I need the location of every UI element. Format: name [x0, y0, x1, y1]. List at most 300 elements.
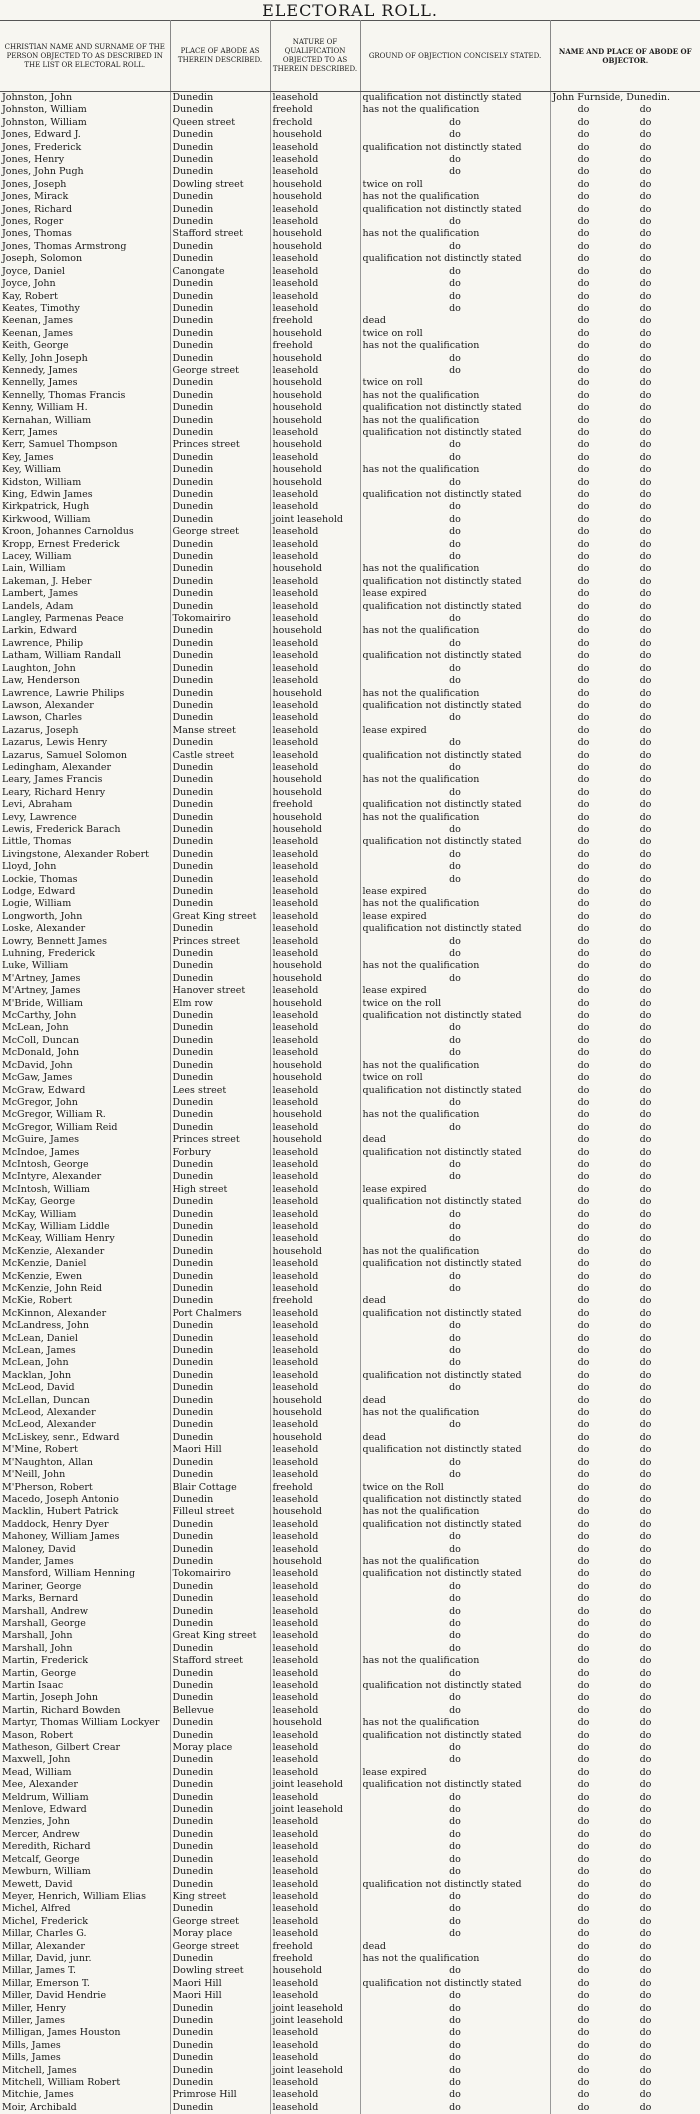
- cell-objector: [551, 750, 700, 762]
- cell-name: McLean, John: [0, 1357, 170, 1369]
- cell-ground: qualification not distinctly stated: [360, 1568, 550, 1580]
- cell-ground: do: [360, 1618, 550, 1630]
- objector-ditto: do: [615, 625, 677, 637]
- table-row: [0, 1072, 700, 1084]
- table-row: [0, 2089, 700, 2101]
- objector-ditto: do: [615, 104, 677, 116]
- cell-objector: [551, 1308, 700, 1320]
- objector-ditto: do: [615, 923, 677, 935]
- table-row: [0, 1085, 700, 1097]
- cell-objector: [551, 1345, 700, 1357]
- objector-ditto: do: [615, 1519, 677, 1531]
- cell-qualification: leasehold: [270, 1816, 360, 1828]
- objector-ditto: do: [615, 551, 677, 563]
- cell-place: Dunedin: [170, 2003, 270, 2015]
- cell-objector: [551, 911, 700, 923]
- cell-place: Dunedin: [170, 2102, 270, 2114]
- table-row: [0, 1754, 700, 1766]
- cell-name: Meldrum, William: [0, 1792, 170, 1804]
- cell-name: Lodge, Edward: [0, 886, 170, 898]
- cell-place: Dunedin: [170, 1953, 270, 1965]
- objector-ditto: do: [553, 1754, 615, 1766]
- cell-qualification: leasehold: [270, 1916, 360, 1928]
- objector-ditto: do: [615, 650, 677, 662]
- table-row: [0, 1680, 700, 1692]
- cell-objector: [551, 1395, 700, 1407]
- cell-qualification: leasehold: [270, 1184, 360, 1196]
- cell-name: Millar, James T.: [0, 1965, 170, 1977]
- cell-objector: [551, 2003, 700, 2015]
- cell-objector: [551, 1407, 700, 1419]
- cell-place: Dunedin: [170, 1209, 270, 1221]
- objector-ditto: do: [553, 1432, 615, 1444]
- objector-ditto: do: [553, 613, 615, 625]
- cell-ground: do: [360, 1581, 550, 1593]
- cell-qualification: leasehold: [270, 898, 360, 910]
- cell-place: Dunedin: [170, 836, 270, 848]
- cell-qualification: leasehold: [270, 1581, 360, 1593]
- cell-place: Dunedin: [170, 2052, 270, 2064]
- cell-qualification: leasehold: [270, 92, 360, 105]
- table-row: [0, 1295, 700, 1307]
- objector-ditto: do: [553, 650, 615, 662]
- cell-place: Dunedin: [170, 1357, 270, 1369]
- objector-ditto: do: [615, 1544, 677, 1556]
- cell-ground: lease expired: [360, 1767, 550, 1779]
- cell-objector: [551, 1618, 700, 1630]
- cell-qualification: leasehold: [270, 1320, 360, 1332]
- cell-qualification: leasehold: [270, 1271, 360, 1283]
- objector-ditto: do: [615, 1246, 677, 1258]
- header-place: PLACE OF ABODE AS THEREIN DESCRIBED.: [170, 21, 270, 92]
- cell-objector: [551, 1990, 700, 2002]
- cell-qualification: household: [270, 812, 360, 824]
- cell-objector: [551, 191, 700, 203]
- header-qualification: NATURE OF QUALIFICATION OBJECTED TO AS THEREIN DESCRIBED.: [270, 21, 360, 92]
- cell-place: Stafford street: [170, 228, 270, 240]
- cell-ground: has not the qualification: [360, 625, 550, 637]
- cell-place: Manse street: [170, 725, 270, 737]
- cell-objector: [551, 638, 700, 650]
- cell-place: Dunedin: [170, 774, 270, 786]
- table-row: [0, 452, 700, 464]
- cell-objector: [551, 2077, 700, 2089]
- cell-place: Princes street: [170, 1134, 270, 1146]
- cell-ground: do: [360, 1928, 550, 1940]
- objector-ditto: do: [553, 1469, 615, 1481]
- objector-ditto: do: [615, 824, 677, 836]
- cell-name: Key, James: [0, 452, 170, 464]
- objector-ditto: do: [615, 291, 677, 303]
- cell-place: Dunedin: [170, 1519, 270, 1531]
- table-row: [0, 1357, 700, 1369]
- cell-name: Jones, Thomas Armstrong: [0, 241, 170, 253]
- objector-ditto: do: [553, 1717, 615, 1729]
- cell-ground: do: [360, 365, 550, 377]
- objector-ditto: do: [615, 1295, 677, 1307]
- cell-name: Michel, Frederick: [0, 1916, 170, 1928]
- cell-qualification: leasehold: [270, 613, 360, 625]
- objector-ditto: do: [615, 1457, 677, 1469]
- cell-place: Dunedin: [170, 861, 270, 873]
- cell-qualification: leasehold: [270, 216, 360, 228]
- cell-qualification: leasehold: [270, 700, 360, 712]
- table-row: [0, 1444, 700, 1456]
- cell-ground: do: [360, 1382, 550, 1394]
- cell-place: Dunedin: [170, 501, 270, 513]
- table-row: [0, 936, 700, 948]
- cell-qualification: household: [270, 1134, 360, 1146]
- objector-ditto: do: [615, 278, 677, 290]
- cell-name: Lakeman, J. Heber: [0, 576, 170, 588]
- cell-place: Dunedin: [170, 539, 270, 551]
- objector-ditto: do: [615, 1060, 677, 1072]
- cell-name: McKay, George: [0, 1196, 170, 1208]
- cell-objector: [551, 241, 700, 253]
- cell-ground: do: [360, 2040, 550, 2052]
- objector-ditto: do: [615, 427, 677, 439]
- objector-ditto: do: [615, 849, 677, 861]
- objector-ditto: do: [615, 663, 677, 675]
- objector-ditto: do: [553, 1308, 615, 1320]
- cell-place: George street: [170, 1916, 270, 1928]
- cell-place: Dunedin: [170, 315, 270, 327]
- cell-name: Kidston, William: [0, 477, 170, 489]
- cell-objector: [551, 1804, 700, 1816]
- cell-name: Kennelly, Thomas Francis: [0, 390, 170, 402]
- cell-place: Dunedin: [170, 1494, 270, 1506]
- cell-place: Dunedin: [170, 1159, 270, 1171]
- cell-ground: twice on roll: [360, 377, 550, 389]
- cell-ground: do: [360, 1159, 550, 1171]
- cell-name: Lawson, Charles: [0, 712, 170, 724]
- cell-objector: [551, 2102, 700, 2114]
- cell-qualification: joint leasehold: [270, 1779, 360, 1791]
- cell-name: Laughton, John: [0, 663, 170, 675]
- cell-place: Dunedin: [170, 973, 270, 985]
- objector-ditto: do: [615, 1866, 677, 1878]
- cell-name: Martin, Frederick: [0, 1655, 170, 1667]
- cell-place: Maori Hill: [170, 1978, 270, 1990]
- objector-ditto: do: [553, 1370, 615, 1382]
- cell-ground: has not the qualification: [360, 1506, 550, 1518]
- cell-ground: do: [360, 501, 550, 513]
- cell-name: McLean, Daniel: [0, 1333, 170, 1345]
- cell-ground: do: [360, 1320, 550, 1332]
- cell-ground: do: [360, 1705, 550, 1717]
- objector-ditto: do: [615, 688, 677, 700]
- objector-ditto: do: [615, 1754, 677, 1766]
- objector-ditto: do: [615, 477, 677, 489]
- cell-ground: has not the qualification: [360, 1717, 550, 1729]
- objector-ditto: do: [553, 1767, 615, 1779]
- cell-name: Loske, Alexander: [0, 923, 170, 935]
- objector-ditto: do: [615, 1271, 677, 1283]
- cell-ground: has not the qualification: [360, 1655, 550, 1667]
- cell-objector: [551, 1072, 700, 1084]
- cell-name: Longworth, John: [0, 911, 170, 923]
- cell-place: Canongate: [170, 266, 270, 278]
- objector-ditto: do: [553, 1395, 615, 1407]
- cell-qualification: leasehold: [270, 1283, 360, 1295]
- objector-ditto: do: [553, 1320, 615, 1332]
- objector-ditto: do: [553, 1841, 615, 1853]
- cell-objector: [551, 2089, 700, 2101]
- cell-place: Dunedin: [170, 849, 270, 861]
- table-row: [0, 638, 700, 650]
- objector-ditto: do: [553, 2089, 615, 2101]
- cell-qualification: household: [270, 353, 360, 365]
- cell-ground: do: [360, 129, 550, 141]
- cell-name: Marshall, George: [0, 1618, 170, 1630]
- cell-name: Mitchie, James: [0, 2089, 170, 2101]
- cell-qualification: leasehold: [270, 1705, 360, 1717]
- cell-name: McLeod, David: [0, 1382, 170, 1394]
- cell-qualification: leasehold: [270, 526, 360, 538]
- cell-name: Kenny, William H.: [0, 402, 170, 414]
- cell-ground: qualification not distinctly stated: [360, 1444, 550, 1456]
- cell-objector: [551, 526, 700, 538]
- table-row: [0, 1159, 700, 1171]
- cell-objector: [551, 204, 700, 216]
- cell-place: Dunedin: [170, 923, 270, 935]
- table-row: [0, 973, 700, 985]
- cell-objector: [551, 1829, 700, 1841]
- cell-name: Mills, James: [0, 2040, 170, 2052]
- cell-ground: do: [360, 1171, 550, 1183]
- cell-place: Dunedin: [170, 216, 270, 228]
- objector-ditto: do: [553, 886, 615, 898]
- cell-name: Larkin, Edward: [0, 625, 170, 637]
- cell-name: McKay, William Liddle: [0, 1221, 170, 1233]
- objector-ditto: do: [553, 1692, 615, 1704]
- cell-place: Dunedin: [170, 2040, 270, 2052]
- table-row: [0, 1469, 700, 1481]
- cell-qualification: leasehold: [270, 1122, 360, 1134]
- cell-objector: [551, 1879, 700, 1891]
- objector-ditto: do: [553, 1283, 615, 1295]
- objector-ditto: do: [615, 1147, 677, 1159]
- cell-qualification: leasehold: [270, 1258, 360, 1270]
- objector-ditto: do: [553, 1556, 615, 1568]
- objector-ditto: do: [553, 1494, 615, 1506]
- cell-qualification: leasehold: [270, 2027, 360, 2039]
- cell-qualification: leasehold: [270, 712, 360, 724]
- table-row: [0, 563, 700, 575]
- cell-objector: [551, 960, 700, 972]
- cell-qualification: leasehold: [270, 1754, 360, 1766]
- table-row: [0, 1457, 700, 1469]
- objector-ditto: do: [553, 750, 615, 762]
- cell-ground: do: [360, 1891, 550, 1903]
- objector-ditto: do: [553, 1829, 615, 1841]
- cell-qualification: household: [270, 129, 360, 141]
- cell-qualification: leasehold: [270, 861, 360, 873]
- cell-place: Dunedin: [170, 1295, 270, 1307]
- cell-qualification: household: [270, 824, 360, 836]
- cell-objector: [551, 1444, 700, 1456]
- table-row: [0, 1953, 700, 1965]
- objector-ditto: do: [615, 1085, 677, 1097]
- cell-place: Forbury: [170, 1147, 270, 1159]
- objector-ditto: do: [615, 1258, 677, 1270]
- cell-qualification: household: [270, 787, 360, 799]
- objector-ditto: do: [615, 117, 677, 129]
- table-row: [0, 365, 700, 377]
- table-row: [0, 663, 700, 675]
- cell-qualification: household: [270, 774, 360, 786]
- cell-qualification: household: [270, 1072, 360, 1084]
- objector-ditto: do: [553, 2065, 615, 2077]
- table-row: [0, 1010, 700, 1022]
- cell-objector: [551, 1271, 700, 1283]
- cell-ground: dead: [360, 1295, 550, 1307]
- cell-objector: [551, 253, 700, 265]
- table-row: [0, 501, 700, 513]
- cell-qualification: leasehold: [270, 427, 360, 439]
- objector-ditto: do: [615, 228, 677, 240]
- cell-place: Dunedin: [170, 377, 270, 389]
- cell-name: McLeod, Alexander: [0, 1407, 170, 1419]
- cell-qualification: leasehold: [270, 1333, 360, 1345]
- objector-ditto: do: [553, 216, 615, 228]
- cell-qualification: leasehold: [270, 1519, 360, 1531]
- cell-qualification: leasehold: [270, 576, 360, 588]
- cell-name: Millar, Emerson T.: [0, 1978, 170, 1990]
- cell-ground: do: [360, 539, 550, 551]
- objector-ditto: do: [615, 129, 677, 141]
- objector-ditto: do: [615, 1953, 677, 1965]
- cell-place: Dunedin: [170, 390, 270, 402]
- cell-place: Dunedin: [170, 191, 270, 203]
- cell-objector: [551, 1903, 700, 1915]
- cell-name: McKenzie, Daniel: [0, 1258, 170, 1270]
- cell-objector: [551, 1122, 700, 1134]
- table-row: [0, 1705, 700, 1717]
- objector-ditto: do: [615, 2003, 677, 2015]
- cell-place: Dunedin: [170, 1730, 270, 1742]
- cell-name: M'Mine, Robert: [0, 1444, 170, 1456]
- objector-ditto: do: [553, 1705, 615, 1717]
- cell-ground: has not the qualification: [360, 1109, 550, 1121]
- objector-ditto: do: [553, 1792, 615, 1804]
- cell-ground: do: [360, 1742, 550, 1754]
- cell-ground: has not the qualification: [360, 898, 550, 910]
- objector-ditto: do: [615, 1159, 677, 1171]
- table-row: [0, 1196, 700, 1208]
- table-row: [0, 960, 700, 972]
- table-row: [0, 799, 700, 811]
- cell-ground: has not the qualification: [360, 104, 550, 116]
- cell-ground: do: [360, 1357, 550, 1369]
- cell-ground: qualification not distinctly stated: [360, 1519, 550, 1531]
- cell-qualification: leasehold: [270, 1469, 360, 1481]
- objector-ditto: do: [615, 1221, 677, 1233]
- cell-name: McKenzie, Alexander: [0, 1246, 170, 1258]
- objector-ditto: do: [553, 1134, 615, 1146]
- cell-qualification: leasehold: [270, 2040, 360, 2052]
- objector-ditto: do: [553, 129, 615, 141]
- table-row: [0, 291, 700, 303]
- cell-name: Joyce, John: [0, 278, 170, 290]
- cell-name: Latham, William Randall: [0, 650, 170, 662]
- cell-objector: [551, 1841, 700, 1853]
- objector-ditto: do: [553, 1407, 615, 1419]
- table-row: [0, 911, 700, 923]
- cell-place: Dunedin: [170, 514, 270, 526]
- cell-objector: [551, 936, 700, 948]
- objector-ditto: do: [615, 1854, 677, 1866]
- cell-name: Jones, Frederick: [0, 142, 170, 154]
- objector-ditto: do: [553, 1866, 615, 1878]
- cell-qualification: freehold: [270, 315, 360, 327]
- cell-ground: do: [360, 613, 550, 625]
- table-row: [0, 849, 700, 861]
- objector-ditto: do: [615, 266, 677, 278]
- cell-name: Leary, James Francis: [0, 774, 170, 786]
- objector-ditto: do: [553, 2015, 615, 2027]
- objector-ditto: do: [553, 1010, 615, 1022]
- cell-qualification: household: [270, 688, 360, 700]
- cell-ground: do: [360, 1866, 550, 1878]
- cell-objector: [551, 985, 700, 997]
- table-row: [0, 923, 700, 935]
- cell-place: Dunedin: [170, 1221, 270, 1233]
- cell-place: Dunedin: [170, 663, 270, 675]
- cell-name: Johnston, John: [0, 92, 170, 105]
- objector-ditto: do: [615, 874, 677, 886]
- cell-objector: [551, 1978, 700, 1990]
- cell-place: Dunedin: [170, 415, 270, 427]
- cell-qualification: leasehold: [270, 886, 360, 898]
- objector-ditto: do: [615, 1593, 677, 1605]
- cell-objector: [551, 1357, 700, 1369]
- cell-name: Johnston, William: [0, 104, 170, 116]
- cell-objector: [551, 824, 700, 836]
- cell-qualification: household: [270, 390, 360, 402]
- cell-place: Dunedin: [170, 2015, 270, 2027]
- cell-name: Lawrence, Lawrie Philips: [0, 688, 170, 700]
- cell-objector: [551, 2052, 700, 2064]
- cell-objector: [551, 2065, 700, 2077]
- cell-name: Martin, Richard Bowden: [0, 1705, 170, 1717]
- cell-qualification: leasehold: [270, 1593, 360, 1605]
- objector-ditto: do: [553, 836, 615, 848]
- cell-objector: [551, 1184, 700, 1196]
- cell-name: McGuire, James: [0, 1134, 170, 1146]
- cell-place: High street: [170, 1184, 270, 1196]
- cell-objector: [551, 1941, 700, 1953]
- cell-qualification: household: [270, 563, 360, 575]
- objector-ditto: do: [553, 2040, 615, 2052]
- cell-ground: qualification not distinctly stated: [360, 92, 550, 105]
- cell-name: Menzies, John: [0, 1816, 170, 1828]
- cell-qualification: leasehold: [270, 1730, 360, 1742]
- objector-ditto: do: [615, 1047, 677, 1059]
- table-row: [0, 1618, 700, 1630]
- objector-ditto: do: [553, 1568, 615, 1580]
- cell-ground: do: [360, 638, 550, 650]
- cell-name: Jones, Roger: [0, 216, 170, 228]
- cell-objector: [551, 92, 700, 104]
- cell-objector: [551, 762, 700, 774]
- cell-name: Mansford, William Henning: [0, 1568, 170, 1580]
- cell-qualification: household: [270, 1506, 360, 1518]
- header-row: [0, 21, 700, 92]
- cell-place: Dunedin: [170, 92, 270, 105]
- cell-place: Castle street: [170, 750, 270, 762]
- cell-qualification: household: [270, 1109, 360, 1121]
